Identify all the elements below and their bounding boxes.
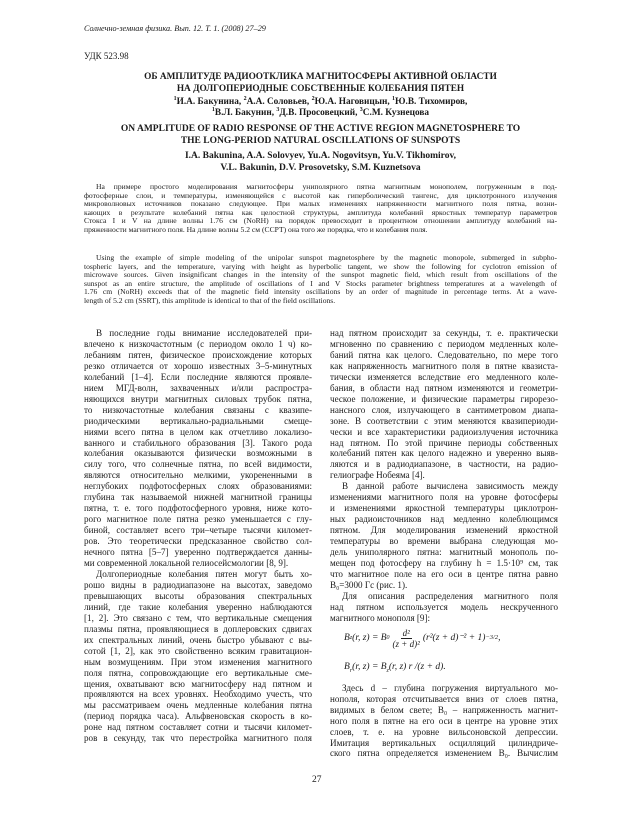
text-line: В последние годы внимание исследователей при-: [96, 328, 312, 338]
affiliation-marker: 2: [243, 96, 247, 102]
text-line: рого магнитное поле пятна резко уменьшается с глу-: [84, 514, 312, 525]
formula-exponent: −3/2: [485, 633, 499, 641]
affiliation-marker: 1: [173, 96, 177, 102]
text-line: ных радиоисточников над медленно колеблющимся: [330, 514, 558, 525]
formula-br: [344, 662, 446, 677]
text-line: лебаниям пятен, физическое происхождение которых: [84, 349, 312, 360]
text-line: ным возмущениям. При этом изменения магнитного: [84, 656, 312, 667]
text-line: нием МГД-волн, захваченных и/или распростра-: [84, 382, 312, 393]
affiliation-marker: 2: [311, 96, 315, 102]
text-line: слоев, т. е. на уровне вильсоновской депрессии.: [330, 726, 558, 737]
formula-subscript: 0: [386, 634, 390, 641]
body-column-left: [84, 328, 312, 744]
text-line: B₀=3000 Гс (рис. 1).: [330, 579, 408, 590]
formula-subscript: z: [349, 634, 353, 641]
text-line: проявляются на всех уровнях. Необходимо учесть, что: [84, 689, 312, 700]
text-line: Для описания распределения магнитного поля: [342, 590, 558, 601]
fraction-denominator: (z + d)²: [392, 638, 420, 649]
author-name: Ю.А. Наговицын,: [314, 97, 393, 107]
journal-citation: Солнечно-земная физика. Вып. 12. Т. 1. (2008) 27–29: [84, 24, 266, 33]
text-line: дель униполярного пятна: магнитный монополь по-: [330, 547, 558, 558]
text-line: щения, охватывают всю магнитосферу над пятном и: [84, 678, 312, 689]
text-line: над пятном происходит за секунды, т. е. практически: [330, 328, 558, 338]
text-line: роне над пятном составляет сотни и тысячи километ-: [84, 722, 312, 733]
text-line: превышающих высоты образования спектральных: [84, 590, 312, 601]
abstract-line: Using the example of simple modeling of the unipolar sunspot magnetosphere by the magnetic monopole, submerged in subpho-: [96, 254, 557, 262]
affiliation-marker: 1: [392, 96, 396, 102]
text-line: риодическими вертикально-радиальными смеще-: [84, 415, 312, 426]
text-line: плазмы пятна, проявляющиеся в доплеровских сдвигах: [84, 623, 312, 634]
abstract-line: length of 5.2 cm (SSRT), this amplitude is identical to that of the field oscillations.: [84, 296, 336, 305]
abstract-line: На примере простого моделирования магнитосферы униполярного пятна магнитным монополем, погруженным в под-: [96, 183, 557, 191]
formula-symbol: B: [344, 661, 350, 672]
affiliation-marker: 1: [211, 107, 215, 113]
title-line: THE LONG-PERIOD NATURAL OSCILLATIONS OF SUNSPOTS: [180, 136, 461, 146]
abstract-line: microwave sources. Given insignificant changes in the intensity of the sunspot magnetic field, which result from oscillations of the: [84, 271, 557, 279]
text-line: над пятном используется модель нескрученного: [330, 601, 558, 612]
text-line: нансного слоя, излучающего в сантиметровом диапа-: [330, 404, 558, 415]
text-line: мы рассматриваем очень медленные колебания пятна: [84, 700, 312, 711]
text-line: бания, в области над пятном изменяются и геометри-: [330, 382, 558, 393]
text-line: нечного пятна [5–7] уверенно подтверждается данны-: [84, 547, 312, 558]
text-line: мещен под фотосферу на глубину h = 1.5·10⁹ см, так: [330, 558, 558, 569]
text-line: их спектральных линий, очень быстро убывают с вы-: [84, 634, 312, 645]
abstract-line: Стокса I и V на длине волны 1.76 см (NoRH) на порядок превосходит в процентном отношении амплитуду колебаний на-: [84, 217, 557, 225]
paragraph: [330, 481, 558, 591]
formula-text: (r²(z + d)⁻² + 1): [422, 632, 486, 643]
authors-line: [84, 108, 557, 119]
formula-fraction: [393, 628, 420, 649]
title-line: ОБ АМПЛИТУДЕ РАДИООТКЛИКА МАГНИТОСФЕРЫ АКТИВНОЙ ОБЛАСТИ: [144, 72, 497, 82]
author-name: И.А. Бакунина,: [176, 97, 244, 107]
author-name: Д.В. Просовецкий,: [279, 108, 360, 118]
text-line: резко отличается от хорошо известных 3–5-минутных: [84, 360, 312, 371]
text-line: ского пятна определяется изменением B₀. Вычислим: [330, 748, 558, 759]
text-line: ляются и в радиодиапазоне, в частности, на радио-: [330, 459, 558, 470]
title-russian: [84, 72, 557, 95]
formula-block: [330, 624, 558, 683]
text-line: В данной работе вычислена зависимость между: [342, 481, 558, 492]
text-line: температуры во времени выбрана следующая мо-: [330, 536, 558, 547]
text-line: пятном. Для моделирования изменений яркостной: [330, 525, 558, 536]
author-name: С.М. Кузнецова: [362, 108, 430, 118]
text-line: что магнитное поле на его оси в центре пятна равно: [330, 568, 558, 579]
text-line: то низкочастотные колебания связаны с квазипе-: [84, 404, 312, 415]
text-line: ниями всего пятна в целом как отчетливо локализо-: [84, 426, 312, 437]
text-line: ческое положение, и физические параметры гирорезо-: [330, 393, 558, 404]
text-line: няющихся внутри магнитных силовых трубок пятна,: [84, 393, 312, 404]
text-line: тически изменяется вследствие его медленного коле-: [330, 371, 558, 382]
affiliation-marker: 3: [359, 107, 363, 113]
text-line: неглубоких подфотосферных слоях образованиями:: [84, 481, 312, 492]
text-line: ванного и стабильного образования [3]. Такого рода: [84, 437, 312, 448]
authors-russian: [84, 97, 557, 119]
text-line: пятна, т. е. того подфотосферного уровня, ниже кото-: [84, 503, 312, 514]
formula-text: (r, z) = B: [352, 661, 387, 672]
abstract-english: [84, 254, 557, 305]
text-line: изменениями магнитного поля на уровне фотосферы: [330, 492, 558, 503]
text-line: поля пятна, сопровождающие его вертикальные сме-: [84, 667, 312, 678]
page-number: 27: [312, 775, 322, 785]
abstract-line: микроволновых источников показано следующее. При малых изменениях напряженности магнитного поля пятна, возни-: [84, 200, 557, 208]
paragraph: [84, 569, 312, 744]
text-line: колебаний пятен как целого надежно и уверенно выяв-: [330, 448, 558, 459]
body-column-right: [330, 328, 558, 759]
text-line: являются относительно мелкими, укорененными в: [84, 470, 312, 481]
author-name: В.Л. Бакунин,: [214, 108, 277, 118]
text-line: зоне. В соответствии с этим меняются квазипериоди-: [330, 415, 558, 426]
text-line: ров. Это теоретически предсказанное свойство сол-: [84, 536, 312, 547]
text-line: гелиографе Нобеяма [4].: [330, 470, 425, 481]
abstract-line: sunspot as an entire structure, the amplitude of oscillations of I and V Stocks parameter brightness temperatures at a wavelength of: [84, 279, 557, 288]
formula-text: (r, z) = B: [352, 632, 387, 643]
text-line: силу того, что солнечные пятна, по всей видимости,: [84, 459, 312, 470]
formula-text: ,: [498, 632, 501, 643]
authors-english: [84, 151, 557, 174]
abstract-russian: [84, 183, 557, 234]
text-line: ров в секунду, так что перестройка магнитного поля: [84, 733, 312, 744]
text-line: нополя, которая отсчитывается вниз от слоев пятна,: [330, 693, 558, 704]
formula-text: (r, z) r /(z + d).: [388, 661, 446, 672]
text-line: Долгопериодные колебания пятен могут быть хо-: [96, 568, 312, 579]
text-line: (период порядка часа). Альфвеновская скорость в ко-: [84, 711, 312, 722]
title-line: ON AMPLITUDE OF RADIO RESPONSE OF THE ACTIVE REGION MAGNETOSPHERE TO: [120, 124, 521, 134]
paragraph: [330, 328, 558, 481]
fraction-numerator: d²: [402, 627, 410, 638]
text-line: [1, 2]. Это связано с тем, что вертикальные смещения: [84, 612, 312, 623]
abstract-line: пряженности магнитного поля. На длине волны 5.2 см (ССРТ) она того же порядка, что и колебания поля.: [84, 225, 428, 234]
authors-line: V.L. Bakunin, D.V. Prosovetsky, S.M. Kuznetsova: [220, 162, 421, 173]
formula-subscript: z: [386, 667, 389, 674]
formula-bz: [344, 628, 501, 649]
authors-line: [84, 97, 557, 108]
formula-symbol: B: [344, 632, 350, 643]
text-line: как напряженность магнитного поля в пятне квазиста-: [330, 360, 558, 371]
paragraph: [330, 591, 558, 624]
text-line: ми современной локальной гелиосейсмологии [8, 9].: [84, 558, 289, 569]
text-line: сотой [1, 2], как это свойственно всяким гравитацион-: [84, 645, 312, 656]
author-name: А.А. Соловьев,: [246, 97, 312, 107]
formula-subscript: r: [349, 667, 353, 674]
text-line: над пятном. По этой причине периоды собственных: [330, 437, 558, 448]
text-line: магнитного монополя [9]:: [330, 612, 431, 623]
text-line: глубина так называемой нижней магнитной границы: [84, 492, 312, 503]
abstract-line: tospheric layers, and the temperature, varying with height as hyperbolic tangent, we show the following for cyclotron emission of: [84, 262, 557, 271]
udk-code: УДК 523.98: [84, 51, 129, 61]
text-line: чески и все характеристики радиоизлучения источника: [330, 426, 558, 437]
text-line: рошо видны в радиодиапазоне на высотах, заведомо: [84, 579, 312, 590]
text-line: видимых в белом свете; B₀ – напряженность магнит-: [330, 704, 558, 715]
text-line: колебаний [1–4]. Если последние являются проявле-: [84, 371, 312, 382]
affiliation-marker: 3: [276, 107, 280, 113]
author-name: Ю.В. Тихомиров,: [395, 97, 468, 107]
paragraph: [330, 683, 558, 760]
title-line: НА ДОЛГОПЕРИОДНЫЕ СОБСТВЕННЫЕ КОЛЕБАНИЯ ПЯТЕН: [176, 83, 465, 94]
abstract-line: кающих в результате колебаний пятна как целостной структуры, амплитуда колебаний яркостных температур параметров: [84, 208, 557, 217]
text-line: Имитация вертикальных осцилляций цилиндриче-: [330, 737, 558, 748]
abstract-line: 1.76 cm (NoRH) exceeds that of the magnetic field intensity oscillations by an order of magnitude in percentage terms. At a wave-: [84, 288, 557, 296]
text-line: мгновенно по сравнению с периодом медленных коле-: [330, 338, 558, 349]
title-english: [84, 123, 557, 147]
text-line: линий, где такие колебания уверенно наблюдаются: [84, 601, 312, 612]
authors-line: I.A. Bakunina, A.A. Solovyev, Yu.A. Nogovitsyn, Yu.V. Tikhomirov,: [184, 151, 457, 161]
text-line: биной, составляет всего три–четыре тысячи километ-: [84, 525, 312, 536]
abstract-line: фотосферные слои, и температуры, изменяющейся с высотой как гиперболический тангенс, для циклотронного излучения: [84, 191, 557, 200]
text-line: ного поля в пятне на его оси в центре на уровне этих: [330, 715, 558, 726]
text-line: Здесь d – глубина погружения виртуального мо-: [342, 682, 558, 693]
text-line: влечено к низкочастотным (с периодом около 1 ч) ко-: [84, 338, 312, 349]
text-line: баний пятна как целого. Следовательно, по мере того: [330, 349, 558, 360]
text-line: колебания оказываются физически возможными в: [84, 448, 312, 459]
paragraph: [84, 328, 312, 569]
text-line: и изменениями яркостной температуры циклотрон-: [330, 503, 558, 514]
